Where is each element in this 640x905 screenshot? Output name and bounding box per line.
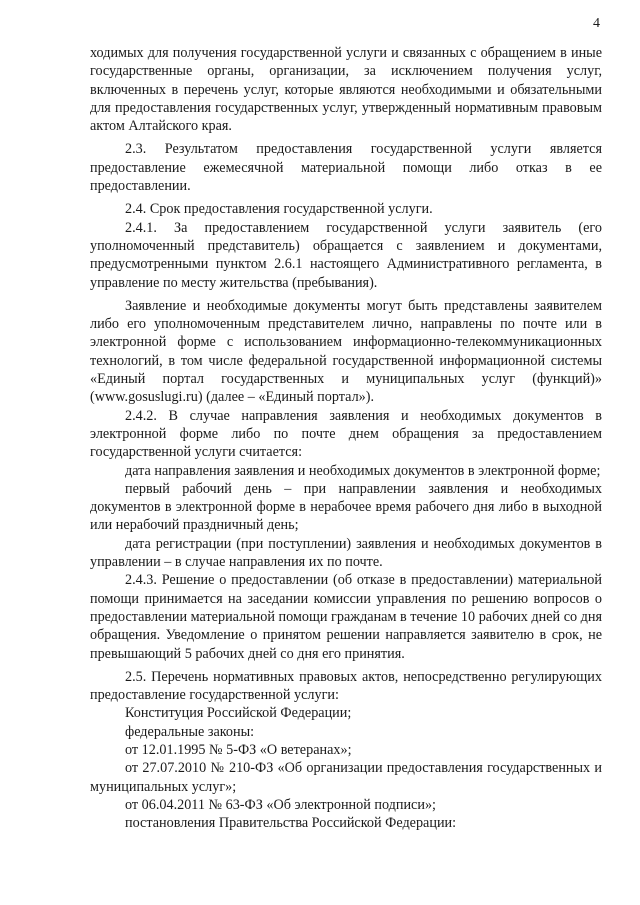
paragraph-2-4-3: 2.4.3. Решение о предоставлении (об отказе в предоставлении) материальной помощи принимается на заседании комиссии управления по решению вопросов о предоставлении материальной помощи гражданам в течение 10 рабочих дней со дня обращения. Уведомление о принятом решении направляется заявителю в срок, не превышающий 5 рабочих дней со дня его принятия. bbox=[90, 572, 602, 662]
paragraph-2-4: 2.4. Срок предоставления государственной услуги. bbox=[125, 201, 433, 218]
paragraph: Заявление и необходимые документы могут быть представлены заявителем либо его уполномоченным представителем лично, направлены по почте или в электронной форме с использованием информационно-телекоммуникационных технологий, в том числе федеральной государственной информационной системы «Единый портал государственных и муниципальных услуг (функций)» (www.gosuslugi.ru) (далее – «Единый портал»). bbox=[90, 297, 602, 406]
paragraph-2-4-2: 2.4.2. В случае направления заявления и необходимых документов в электронной форме либо по почте днем обращения за предоставлением государственной услуги считается: bbox=[90, 407, 602, 461]
list-item: от 27.07.2010 № 210-ФЗ «Об организации предоставления государственных и муниципальных услуг»; bbox=[90, 760, 602, 795]
list-item: от 12.01.1995 № 5-ФЗ «О ветеранах»; bbox=[125, 741, 352, 758]
paragraph-2-3: 2.3. Результатом предоставления государственной услуги является предоставление ежемесячной материальной помощи либо отказ в ее предоставлении. bbox=[90, 141, 602, 195]
list-item: от 06.04.2011 № 63-ФЗ «Об электронной подписи»; bbox=[125, 796, 436, 813]
document-body bbox=[90, 44, 602, 832]
paragraph-2-4-1: 2.4.1. За предоставлением государственной услуги заявитель (его уполномоченный представитель) обращается с заявлением и документами, предусмотренными пунктом 2.6.1 настоящего Административного регламента, в управление по месту жительства (пребывания). bbox=[90, 219, 602, 291]
list-item: федеральные законы: bbox=[125, 723, 255, 740]
list-item: постановления Правительства Российской Федерации: bbox=[125, 815, 457, 832]
paragraph: ходимых для получения государственной услуги и связанных с обращением в иные государственные органы, организации, за исключением получения услуг, включенных в перечень услуг, которые являются необходимыми и обязательными для предоставления государственных услуг, утвержденный нормативным правовым актом Алтайского края. bbox=[90, 45, 602, 135]
list-item: Конституция Российской Федерации; bbox=[125, 705, 352, 722]
page-number: 4 bbox=[593, 16, 600, 31]
list-item: первый рабочий день – при направлении заявления и необходимых документов в электронной форме в нерабочее время рабочего дня либо в выходной или нерабочий праздничный день; bbox=[90, 480, 602, 534]
list-item: дата регистрации (при поступлении) заявления и необходимых документов в управлении – в случае направления их по почте. bbox=[90, 535, 602, 571]
paragraph-2-5: 2.5. Перечень нормативных правовых актов, непосредственно регулирующих предоставление государственной услуги: bbox=[90, 668, 602, 704]
list-item: дата направления заявления и необходимых документов в электронной форме; bbox=[125, 462, 601, 479]
